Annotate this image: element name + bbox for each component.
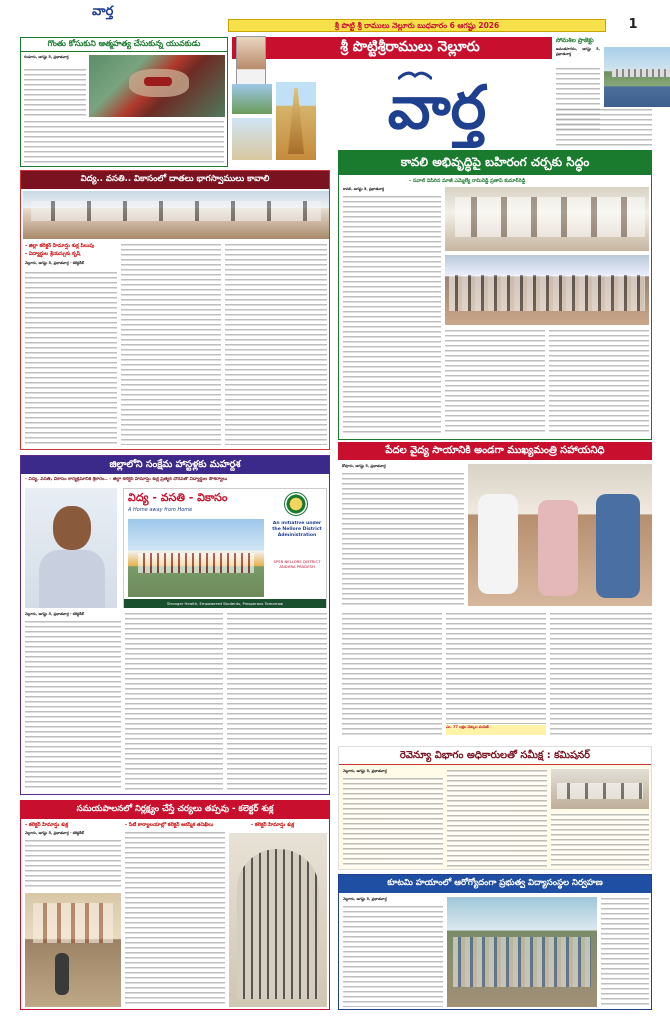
collector-inspection-col2 (125, 831, 225, 1007)
monument-photo (232, 118, 272, 160)
top-left-headline: గొంతు కోసుకుని ఆత్మహత్య చేసుకున్న యువకుడు (21, 38, 227, 52)
top-left-dateline: గుడూరు, ఆగష్టు 5, ప్రభాతవార్త (24, 55, 69, 59)
kavali-dev-story (338, 150, 652, 440)
dam-photo (604, 47, 670, 107)
poster-footer: Stronger Health, Empowered Students, Prosperous Tomorrow (124, 599, 326, 608)
welfare-hostel-dateline: నెల్లూరు, ఆగష్టు 5, ప్రభాతవార్త - కలెక్టరేట్ (25, 612, 84, 616)
welfare-hostel-story (20, 455, 330, 795)
kavali-dev-sub: - సవాల్ విసిరిన మాజీ ఎమ్మెల్యే రామిరెడ్డి ప్రతాప్ కుమార్‌రెడ్డి (409, 178, 526, 184)
group-photo (445, 255, 649, 325)
canal-photo (232, 84, 272, 114)
cmrf-col1 (342, 472, 464, 606)
logo-bird-icon (398, 66, 432, 78)
vidya-poster (123, 488, 327, 608)
welfare-hostel-col2 (125, 612, 223, 790)
poster-title: విద్య - వసతి - వికాసం (128, 491, 228, 504)
hostel-donor-dateline: నెల్లూరు, ఆగష్టు 5, ప్రభాతవార్త - కలెక్టరేట్ (25, 261, 84, 265)
date-line: శ్రీ పొట్టి శ్రీ రాములు నెల్లూరు బుధవారం 6 ఆగష్టు 2026 (228, 19, 606, 32)
top-right-headline: సోమశిల ప్రాజెక్టు (556, 37, 594, 44)
hostel-donor-sub1: - జిల్లా కలెక్టర్ హిమాన్షు శుక్ల పిలుపు (25, 243, 95, 249)
collector-inspection-sub1: - కలెక్టర్ హిమాన్షు శుక్ల (25, 822, 69, 828)
kavali-dev-col3 (549, 329, 649, 435)
kavali-dev-dateline: కావలి, ఆగష్టు 5, ప్రభాతవార్త (343, 187, 385, 191)
injured-man-photo (89, 55, 225, 117)
kavali-dev-col1 (343, 195, 441, 435)
top-left-body-top (24, 68, 86, 116)
welfare-hostel-headline: జిల్లాలోని సంక్షేమ హాస్టళ్లకు మహర్దశ (21, 456, 329, 474)
poster-side-title: An initiative under the Nellore District Administration (272, 521, 322, 538)
collector-inspection-dateline: నెల్లూరు, ఆగష్టు 5, ప్రభాతవార్త - కలెక్టరేట్ (25, 831, 84, 835)
poster-side-sub: SPSR NELLORE DISTRICT ANDHRA PRADESH (273, 559, 321, 569)
revenue-col3 (551, 813, 649, 867)
hostel-donor-story (20, 170, 330, 450)
hostel-donor-col3 (225, 243, 327, 445)
revenue-col2 (447, 769, 547, 867)
cmrf-highlight: ఎం. 77 లక్షల చెక్కుల పంపిణీ (446, 725, 546, 735)
collector-portrait-photo (25, 488, 117, 608)
district-name: శ్రీ పొట్టిశ్రీరాములు నెల్లూరు (340, 38, 480, 55)
collector-inspection-col1 (25, 839, 121, 889)
office-corridor-photo (25, 893, 121, 1007)
poster-tagline: A Home away from Home (128, 507, 193, 513)
welfare-hostel-col3 (227, 612, 327, 790)
hostel-donor-col2 (121, 243, 221, 445)
ap-emblem-icon (284, 492, 308, 516)
coalition-headline: కూటమి హయాంలో ఆరోగ్యోదంగా ప్రభుత్వ విద్యాసంస్థల నిర్వహణ (339, 875, 651, 893)
collector-inspection-sub2: - సిటీ కార్యాలయాల్లో కలెక్టర్ ఆకస్మిక తనిఖీలు (125, 822, 214, 828)
review-meeting-photo (551, 769, 649, 809)
hostel-donor-headline: విద్య.. వసతి.. వికాసంలో దాతలు భాగస్వాములు కావాలి (21, 171, 329, 189)
revenue-col1 (343, 777, 443, 867)
hostel-donor-sub2: - విద్యార్థుల శ్రేయస్సుకు కృషి (25, 251, 81, 257)
cheque-distribution-photo (468, 464, 652, 606)
locked-gate-photo (229, 833, 327, 1007)
page-number: 1 (628, 17, 638, 32)
cmrf-col3 (446, 612, 546, 724)
top-left-body (24, 120, 224, 164)
banner-photos (232, 60, 318, 160)
top-right-dateline: అనంతసాగరం, ఆగష్టు 5, ప్రభాతవార్త (556, 47, 600, 56)
main-logo: వార్త (387, 73, 487, 143)
cmrf-col4 (550, 612, 652, 738)
cmrf-story (338, 442, 652, 742)
cmrf-col2 (342, 612, 442, 738)
meeting-photo (23, 191, 329, 239)
coalition-dateline: నెల్లూరు, ఆగష్టు 5, ప్రభాతవార్త (343, 897, 387, 901)
top-left-story (20, 37, 228, 167)
welfare-hostel-col1 (25, 620, 121, 790)
coalition-col1 (343, 905, 443, 1007)
coalition-col2 (601, 897, 649, 1007)
collector-inspection-story (20, 800, 330, 1010)
kavali-dev-col2 (445, 329, 545, 435)
masthead (0, 0, 670, 36)
press-meet-photo (445, 187, 649, 251)
school-photo (128, 519, 264, 597)
top-right-body (556, 108, 652, 148)
revenue-dateline: నెల్లూరు, ఆగష్టు 5, ప్రభాతవార్త (343, 769, 387, 773)
hostel-donor-col1 (25, 271, 117, 445)
collector-inspection-headline: సమయపాలనలో నిర్లక్ష్యం చేస్తే చర్యలు తప్పవు - కలెక్టర్ శుక్ల (21, 801, 329, 819)
revenue-story (338, 746, 652, 870)
welfare-hostel-sub: - విద్య, వసతి, వికాసం కార్యక్రమానికి శ్రీకారం.. - జిల్లా కలెక్టర్ హిమాన్షు శుక్ల ప్రత్యేక చొరవతో విద్యార్థుల సౌకర్యాలు (25, 477, 228, 482)
temple-photo (276, 82, 316, 160)
students-gathering-photo (447, 897, 597, 1007)
small-logo: వార్త (92, 4, 114, 19)
kavali-dev-headline: కావలి అభివృద్ధిపై బహిరంగ చర్చకు సిద్ధం (339, 151, 651, 175)
cmrf-headline: పేదల వైద్య సాయానికి అండగా ముఖ్యమంత్రి సహాయనిధి (338, 442, 652, 460)
coalition-story (338, 874, 652, 1010)
collector-inspection-sub3: - కలెక్టర్ హిమాన్షు శుక్ల (251, 822, 295, 828)
revenue-headline: రెవెన్యూ విభాగం అధికారులతో సమీక్ష : కమిషనర్ (339, 747, 651, 765)
cmrf-dateline: కోవూరు, ఆగష్టు 5, ప్రభాతవార్త (342, 464, 386, 468)
district-banner (232, 37, 552, 59)
